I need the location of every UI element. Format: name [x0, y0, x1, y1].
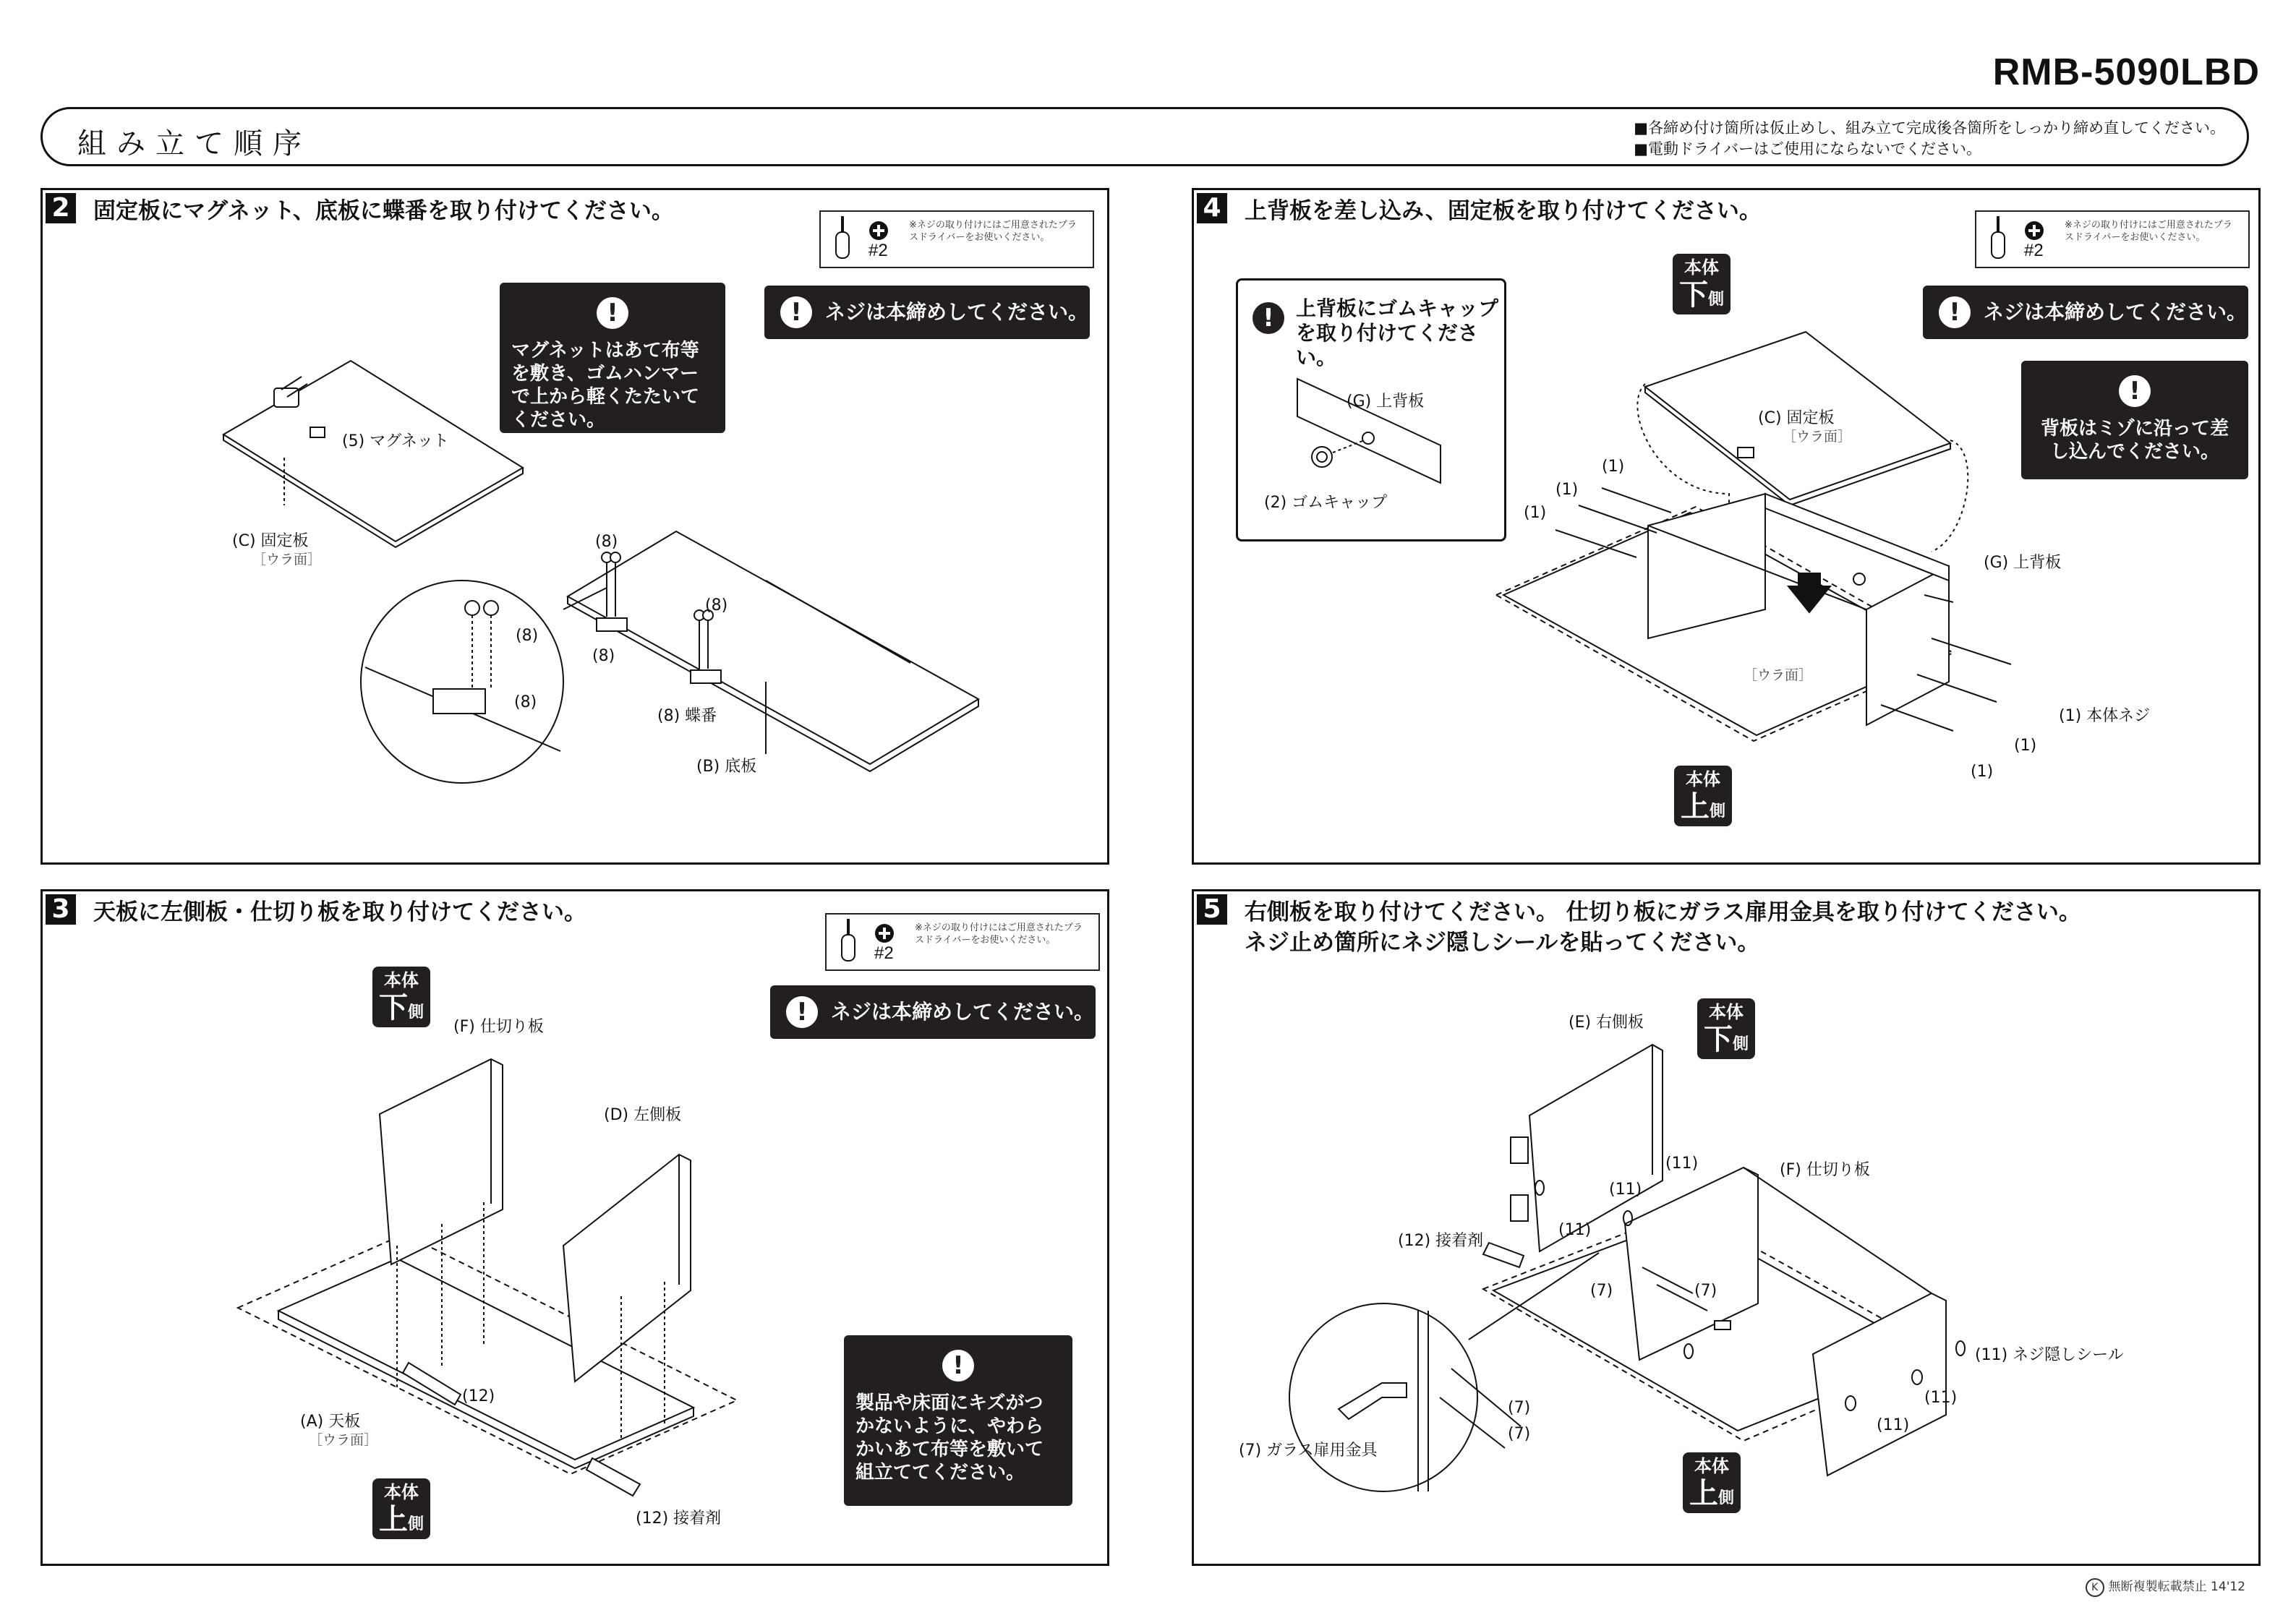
label-partition: (F) 仕切り板	[1780, 1161, 1870, 1179]
step-3-panel	[40, 889, 1109, 1566]
label-bottom-board: (B) 底板	[696, 758, 757, 776]
callout-title: 上背板にゴムキャップを取り付けてください。	[1296, 296, 1499, 369]
label-screw-8-e: (8)	[514, 693, 537, 711]
exclamation-icon: !	[597, 297, 628, 329]
exclamation-icon: !	[786, 996, 818, 1028]
model-number: RMB-5090LBD	[1992, 51, 2260, 93]
label-screw-7-d: (7)	[1508, 1425, 1531, 1443]
label-partition: (F) 仕切り板	[453, 1018, 544, 1036]
label-screw-1-b: (1)	[1555, 481, 1579, 499]
badge-body-up: 本体 上側	[372, 1478, 430, 1539]
label-fixed-board: (C) 固定板	[1758, 409, 1835, 427]
step-3-diagram	[43, 891, 1111, 1568]
label-fixed-board: (C) 固定板	[232, 532, 309, 550]
label-screw-8-a: (8)	[595, 533, 618, 551]
tool-size: #2	[2024, 241, 2044, 260]
label-hinge: (8) 蝶番	[657, 707, 717, 725]
badge-body-down: 本体 下側	[1697, 998, 1755, 1059]
label-sticker-11-a: (11)	[1665, 1155, 1699, 1173]
label-screw-1-a: (1)	[1602, 458, 1625, 476]
badge-body-up: 本体 上側	[1683, 1452, 1741, 1513]
label-top-board: (A) 天板	[300, 1413, 361, 1431]
page-title: 組み立て順序	[77, 127, 312, 160]
step-4-panel	[1192, 188, 2261, 865]
label-screw-7-c: (7)	[1508, 1399, 1531, 1417]
step-title: 固定板にマグネット、底板に蝶番を取り付けてください。	[93, 198, 674, 224]
alert-floor: ! 製品や床面にキズがつかないように、やわらかいあて布等を敷いて組立ててください。	[844, 1335, 1072, 1506]
label-screw-8-c: (8)	[592, 647, 615, 665]
step-4-diagram	[1194, 190, 2263, 867]
exclamation-icon: !	[780, 296, 812, 328]
label-fixed-board-side: ［ウラ面］	[252, 552, 322, 568]
step-number: 2	[46, 193, 76, 223]
header-bar	[40, 107, 2249, 166]
header-notes	[1634, 118, 2225, 160]
badge-body-down: 本体 下側	[1673, 254, 1730, 314]
exclamation-icon: !	[1939, 296, 1971, 328]
label-screw-8-b: (8)	[516, 627, 539, 645]
note-loosen: ■各締め付け箇所は仮止めし、組み立て完成後各箇所をしっかり締め直してください。	[1634, 119, 2225, 137]
label-magnet: (5) マグネット	[342, 432, 449, 450]
step-2-diagram	[43, 190, 1111, 867]
exclamation-icon: !	[942, 1350, 974, 1382]
step-5-diagram	[1194, 891, 2263, 1568]
label-ura: ［ウラ面］	[1744, 667, 1813, 683]
label-screw-7-a: (7)	[1590, 1282, 1613, 1300]
copyright-k-icon: K	[2086, 1578, 2104, 1597]
label-glue: (12) 接着剤	[636, 1509, 722, 1528]
label-fixed-board-side: ［ウラ面］	[1783, 429, 1852, 445]
label-screw-8-d: (8)	[705, 596, 728, 614]
label-sticker-11-e: (11)	[1877, 1416, 1910, 1434]
alert-groove: ! 背板はミゾに沿って差し込んでください。	[2021, 361, 2248, 479]
alert-screw: ! ネジは本締めしてください。	[770, 985, 1096, 1039]
label-body-screw: (1) 本体ネジ	[2059, 707, 2151, 725]
label-right-side: (E) 右側板	[1569, 1014, 1644, 1032]
label-glass-hinge: (7) ガラス扉用金具	[1239, 1442, 1378, 1460]
label-screw-1-e: (1)	[1971, 763, 1994, 781]
label-screw-1-c: (1)	[1524, 504, 1547, 522]
label-screw-1-d: (1)	[2014, 737, 2037, 755]
footer	[2086, 1576, 2245, 1597]
exclamation-icon: !	[1252, 302, 1284, 334]
label-left-side: (D) 左側板	[604, 1106, 682, 1124]
step-number: 5	[1197, 894, 1227, 925]
label-sticker-11-d: (11)	[1924, 1389, 1958, 1407]
alert-screw: ! ネジは本締めしてください。	[764, 286, 1090, 339]
step-number: 4	[1197, 193, 1227, 223]
tool-note: ※ネジの取り付けにはご用意されたプラスドライバーをお使いください。	[915, 922, 1083, 946]
exclamation-icon: !	[2119, 375, 2151, 407]
label-glue-12: (12)	[462, 1387, 495, 1405]
tool-size: #2	[874, 943, 894, 963]
label-sticker-11-b: (11)	[1609, 1181, 1642, 1199]
tool-note: ※ネジの取り付けにはご用意されたプラスドライバーをお使いください。	[2065, 220, 2232, 243]
label-top-board-side: ［ウラ面］	[309, 1432, 378, 1448]
badge-body-up: 本体 上側	[1674, 766, 1732, 826]
tool-note: ※ネジの取り付けにはご用意されたプラスドライバーをお使いください。	[909, 220, 1077, 243]
step-title: 右側板を取り付けてください。 仕切り板にガラス扉用金具を取り付けてください。 ネジ止め箇所にネジ隠しシールを貼ってください。	[1245, 899, 2081, 956]
footer-text: 無断複製転載禁止 14'12	[2108, 1580, 2245, 1594]
tool-size: #2	[869, 241, 888, 260]
step-title: 上背板を差し込み、固定板を取り付けてください。	[1245, 198, 1762, 224]
step-5-panel	[1192, 889, 2261, 1566]
label-glue: (12) 接着剤	[1398, 1232, 1484, 1250]
step-title: 天板に左側板・仕切り板を取り付けてください。	[93, 899, 586, 925]
step-2-panel	[40, 188, 1109, 865]
label-rubber-cap: (2) ゴムキャップ	[1264, 494, 1388, 512]
label-back-small: (G) 上背板	[1347, 393, 1425, 411]
label-hide-sticker: (11) ネジ隠しシール	[1975, 1346, 2124, 1364]
label-back-board: (G) 上背板	[1984, 554, 2062, 572]
alert-screw: ! ネジは本締めしてください。	[1923, 286, 2248, 339]
alert-magnet: ! マグネットはあて布等を敷き、ゴムハンマーで上から軽くたたいてください。	[500, 283, 725, 433]
step-number: 3	[46, 894, 76, 925]
label-sticker-11-c: (11)	[1558, 1221, 1592, 1239]
badge-body-down: 本体 下側	[372, 967, 430, 1027]
note-no-electric: ■電動ドライバーはご使用にならないでください。	[1634, 140, 1981, 158]
label-screw-7-b: (7)	[1694, 1282, 1717, 1300]
